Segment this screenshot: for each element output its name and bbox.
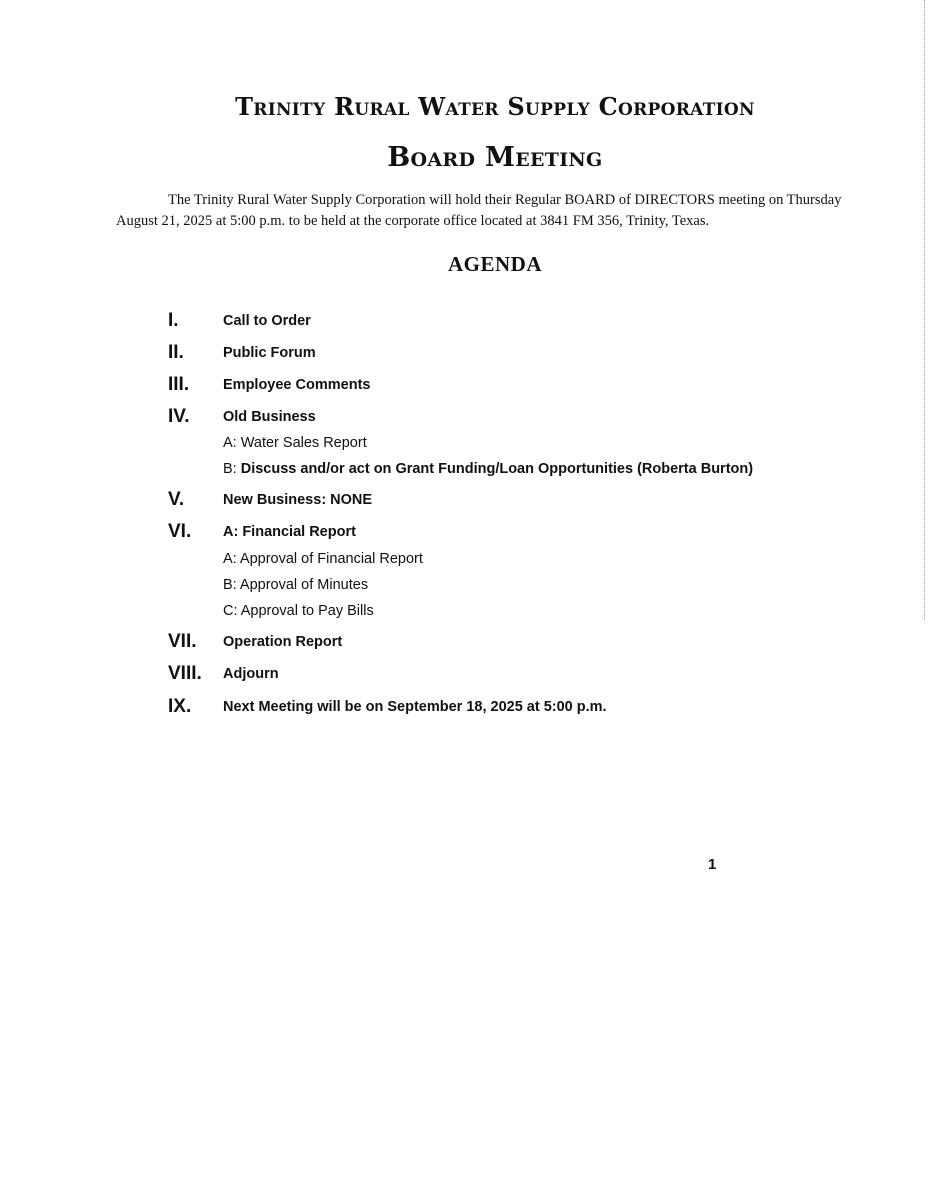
- meeting-title: Board Meeting: [387, 142, 603, 173]
- agenda-subitem-approval-financial-report: A: Approval of Financial Report: [223, 551, 423, 567]
- subitem-label: Discuss and/or act on Grant Funding/Loan Opportunities (Roberta Burton): [240, 461, 754, 477]
- subitem-prefix: B:: [223, 461, 241, 477]
- agenda-item-call-to-order: Call to Order: [223, 313, 311, 329]
- page-number: 1: [708, 856, 717, 873]
- agenda-numeral: VI.: [168, 521, 192, 542]
- agenda-subitem-grant-funding: [223, 461, 753, 477]
- agenda-item-new-business: New Business: NONE: [223, 492, 373, 508]
- agenda-item-adjourn: Adjourn: [223, 666, 279, 682]
- agenda-numeral: IX.: [168, 696, 192, 717]
- agenda-item-operation-report: Operation Report: [223, 634, 343, 650]
- agenda-item-employee-comments: Employee Comments: [223, 377, 371, 393]
- agenda-numeral: V.: [168, 489, 185, 510]
- agenda-item-old-business: Old Business: [223, 409, 316, 425]
- subitem-prefix: A:: [223, 435, 241, 451]
- agenda-numeral: I.: [168, 310, 179, 331]
- agenda-numeral: II.: [168, 342, 184, 363]
- agenda-numeral: VII.: [168, 631, 197, 652]
- meeting-announcement: The Trinity Rural Water Supply Corporation will hold their Regular BOARD of DIRECTORS meeting on Thursday August 21, 2025 at 5:00 p.m. to be held at the corporate office located at 3841 FM 356, Trinity, Texas.: [116, 192, 842, 229]
- agenda-heading: AGENDA: [447, 252, 542, 276]
- agenda-subitem-approval-minutes: B: Approval of Minutes: [223, 577, 369, 593]
- organization-title: Trinity Rural Water Supply Corporation: [235, 92, 755, 121]
- agenda-subitem-water-sales-report: [223, 435, 367, 451]
- agenda-numeral: IV.: [168, 406, 190, 427]
- agenda-numeral: VIII.: [168, 663, 202, 684]
- agenda-item-public-forum: Public Forum: [223, 345, 316, 361]
- subitem-label: Water Sales Report: [240, 435, 367, 451]
- agenda-numeral: III.: [168, 374, 190, 395]
- agenda-subitem-approval-pay-bills: C: Approval to Pay Bills: [223, 603, 374, 619]
- agenda-item-next-meeting: Next Meeting will be on September 18, 2025 at 5:00 p.m.: [223, 699, 607, 715]
- agenda-item-financial-report: A: Financial Report: [223, 524, 356, 540]
